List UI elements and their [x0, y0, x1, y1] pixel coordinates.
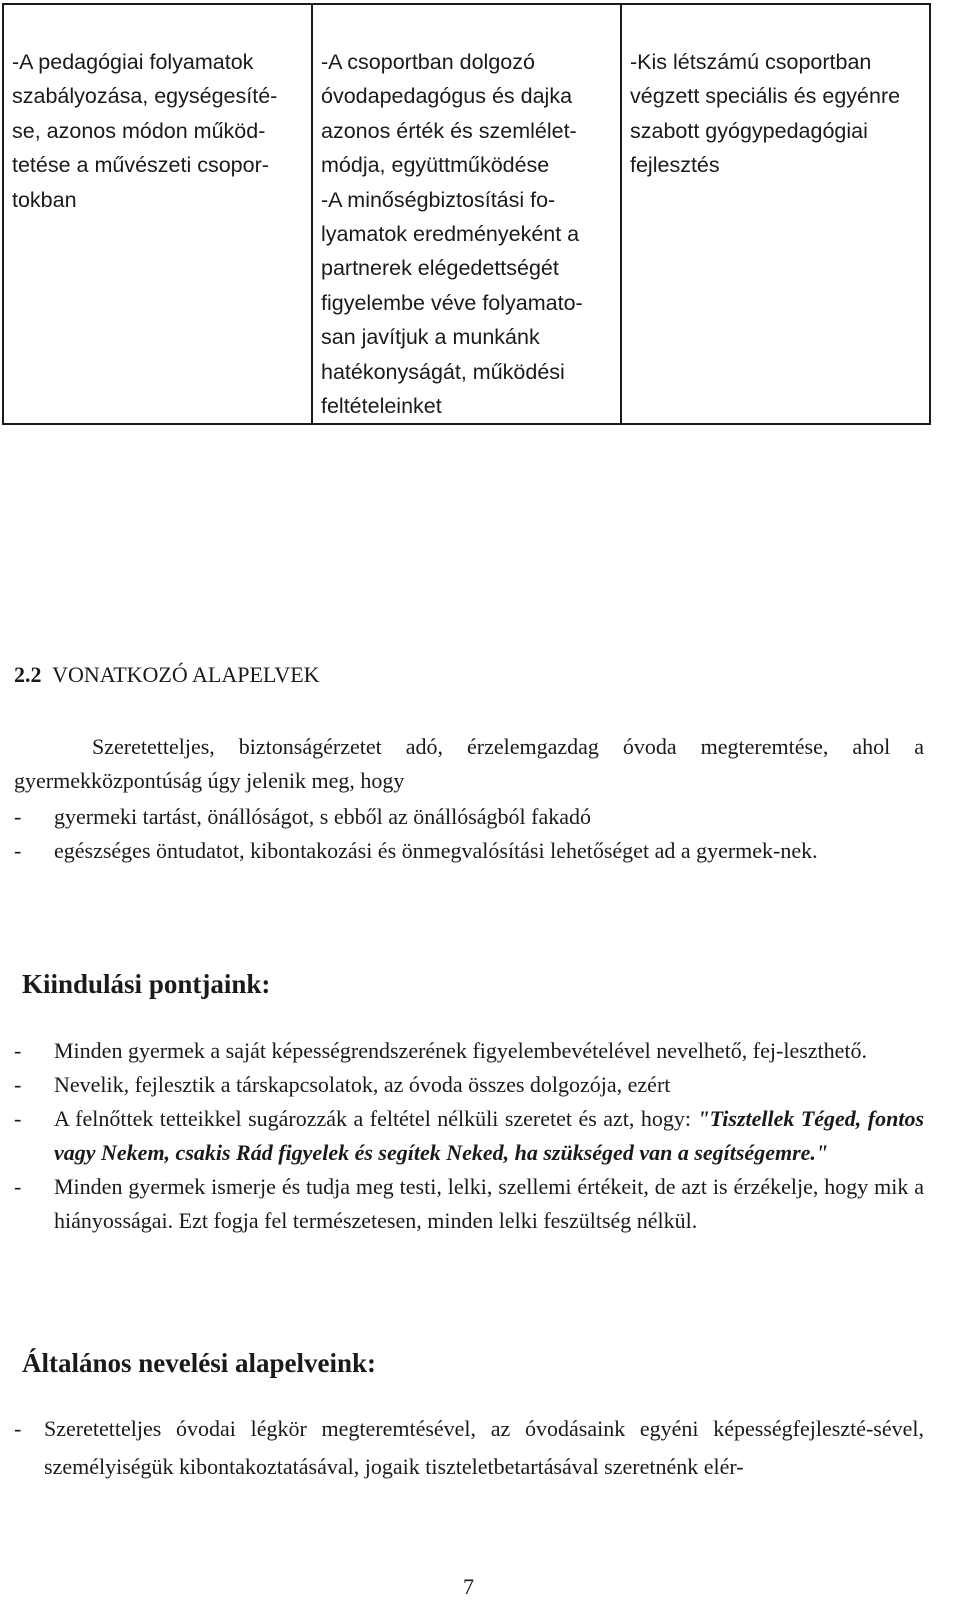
section-heading: [14, 660, 320, 690]
principles-table: [2, 3, 931, 425]
intro-line2: gyermekközpontúság úgy jelenik meg, hogy: [14, 768, 405, 793]
general-principles-title: Általános nevelési alapelveink:: [22, 1348, 377, 1378]
emphasis-quote: "Tisztellek Téged, fontos vagy Nekem, csakis Rád figyelek és segítek Neked, ha szükséged van a segítségemre.": [54, 1106, 925, 1165]
list-item: - gyermeki tartást, önállóságot, s ebből az önállóságból fakadó: [14, 800, 924, 834]
intro-lead: Szeretetteljes, biztonságérzetet adó, érzelemgazdag óvoda megteremtése, ahol a: [92, 734, 924, 759]
section-title: VONATKOZÓ ALAPELVEK: [52, 662, 320, 687]
starting-points-title: Kiindulási pontjaink:: [22, 969, 271, 999]
list-item: [14, 1102, 924, 1170]
table-cell-col2: [312, 4, 621, 424]
table-row: [3, 4, 930, 424]
list-item-text: A felnőttek tetteikkel sugározzák a feltétel nélküli szeretet és azt, hogy:: [54, 1106, 698, 1131]
intro-list: [14, 800, 924, 868]
table-cell-col3: [621, 4, 930, 424]
starting-points-list: [14, 1034, 924, 1238]
general-principles-list: [14, 1410, 924, 1486]
list-item: - Nevelik, fejlesztik a társkapcsolatok, az óvoda összes dolgozója, ezért: [14, 1068, 924, 1102]
section-number: 2.2: [14, 662, 42, 687]
page-number: 7: [463, 1574, 474, 1599]
list-item: - Minden gyermek ismerje és tudja meg testi, lelki, szellemi értékeit, de azt is érzékelje, hogy mik a hiányosságai. Ezt fogja fel természetesen, minden lelki feszültség nélkül.: [14, 1170, 924, 1238]
intro-paragraph: [14, 730, 924, 798]
list-item: - Szeretetteljes óvodai légkör megteremtésével, az óvodásaink egyéni képességfejleszté-sével, személyiségük kibontakoztatásával, jogaik tiszteletbetartásával szeretnénk elér-: [14, 1410, 924, 1486]
table-cell-text: -A csoportban dolgozó óvodapedagógus és dajka azonos érték és szemlélet- módja, együttműködése -A minőségbiztosítási fo- lyamatok eredményeként a partnerek elégedettségét figyelembe véve folyamato- san javítjuk a munkánk hatékonyságát, működési feltételeinket: [321, 50, 583, 419]
table-cell-text: -Kis létszámú csoportban végzett speciális és egyénre szabott gyógypedagógiai fejlesztés: [630, 50, 901, 178]
table-cell-text: -A pedagógiai folyamatok szabályozása, egységesíté- se, azonos módon működ- tetése a művészeti csopor- tokban: [12, 50, 278, 212]
table-cell-col1: [3, 4, 312, 424]
list-item: - Minden gyermek a saját képességrendszerének figyelembevételével nevelhető, fej-leszthető.: [14, 1034, 924, 1068]
list-item: - egészséges öntudatot, kibontakozási és önmegvalósítási lehetőséget ad a gyermek-nek.: [14, 834, 924, 868]
